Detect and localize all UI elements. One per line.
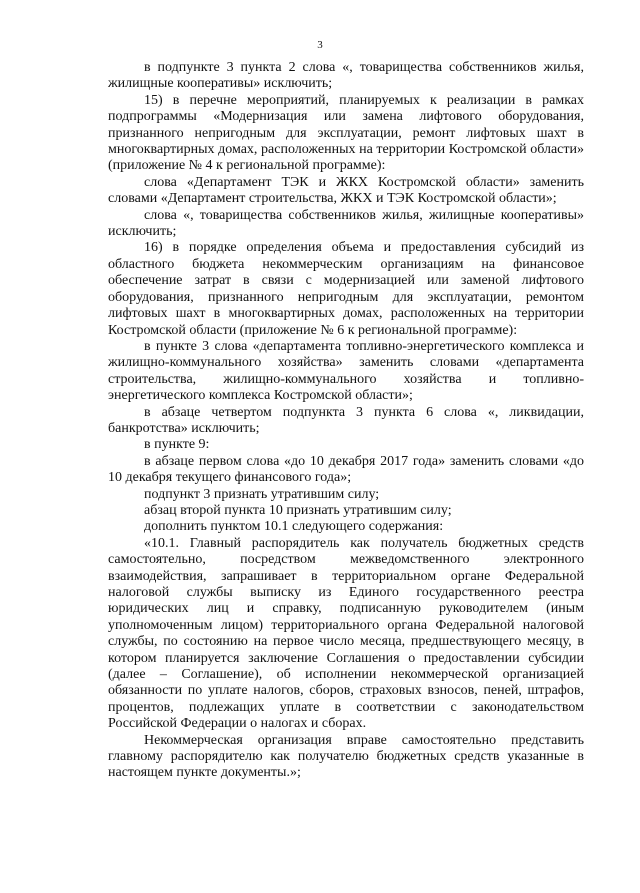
paragraph-10-1-right: Некоммерческая организация вправе самостоятельно представить главному распорядителю как получателю бюджетных средств указанные в настоящем пункте документы.»; [108, 732, 584, 781]
paragraph-point-10-void: абзац второй пункта 10 признать утратившим силу; [144, 502, 452, 518]
paragraph-item-15: 15) в перечне мероприятий, планируемых к реализации в рамках подпрограммы «Модернизация или замена лифтового оборудования, признанного непригодным для эксплуатации, ремонт лифтовых шахт в многоквартирных домах, расположенных на территории Костромской области» (приложение № 4 к региональной программе): [108, 92, 584, 174]
paragraph-add-10-1: дополнить пунктом 10.1 следующего содержания: [144, 519, 444, 535]
paragraph-point-6: в абзаце четвертом подпункта 3 пункта 6 слова «, ликвидации, банкротства» исключить; [108, 404, 584, 436]
paragraph-subpoint-3-void: подпункт 3 признать утратившим силу; [144, 486, 380, 502]
paragraph-point-9: в пункте 9: [144, 437, 210, 453]
paragraph-item-16: 16) в порядке определения объема и предоставления субсидий из областного бюджета некоммерческим организациям на финансовое обеспечение затрат в связи с модернизацией или заменой лифтового оборудования, признанного непригодным для эксплуатации, ремонтом лифтовых шахт в многоквартирных домах, расположенных на территории Костромской области (приложение № 6 к региональной программе): [108, 240, 584, 338]
paragraph-exclude-hoa: слова «, товарищества собственников жилья, жилищные кооперативы» исключить; [108, 207, 584, 240]
paragraph-10-1-text: «10.1. Главный распорядитель как получатель бюджетных средств самостоятельно, посредством межведомственного электронного взаимодействия, запрашивает в территориальном органе Федеральной налоговой службы выписку из Единого государственного реестра юридических лиц и справку, подписанную руководителем (иным уполномоченным лицом) территориального органа Федеральной налоговой службы, по состоянию на первое число месяца, предшествующего месяцу, в котором планируется заключение Соглашения о предоставлении субсидии (далее – Соглашение), об исполнении некоммерческой организацией обязанности по уплате налогов, сборов, страховых взносов, пеней, штрафов, процентов, подлежащих уплате в соответствии с законодательством Российской Федерации о налогах и сборах. [108, 535, 584, 732]
paragraph-replace-department: слова «Департамент ТЭК и ЖКХ Костромской области» заменить словами «Департамент строительства, ЖКХ и ТЭК Костромской области»; [108, 174, 584, 207]
paragraph-point-9-first: в абзаце первом слова «до 10 декабря 2017 года» заменить словами «до 10 декабря текущего финансового года»; [108, 453, 584, 486]
paragraph-subpoint-3-point-2: в подпункте 3 пункта 2 слова «, товарищества собственников жилья, жилищные кооперативы» исключить; [108, 60, 584, 92]
page-number: 3 [317, 39, 323, 51]
document-body [108, 60, 584, 782]
paragraph-point-3: в пункте 3 слова «департамента топливно-энергетического комплекса и жилищно-коммунального хозяйства» заменить словами «департамента строительства, жилищно-коммунального хозяйства и топливно-энергетического комплекса Костромской области»; [108, 338, 584, 404]
